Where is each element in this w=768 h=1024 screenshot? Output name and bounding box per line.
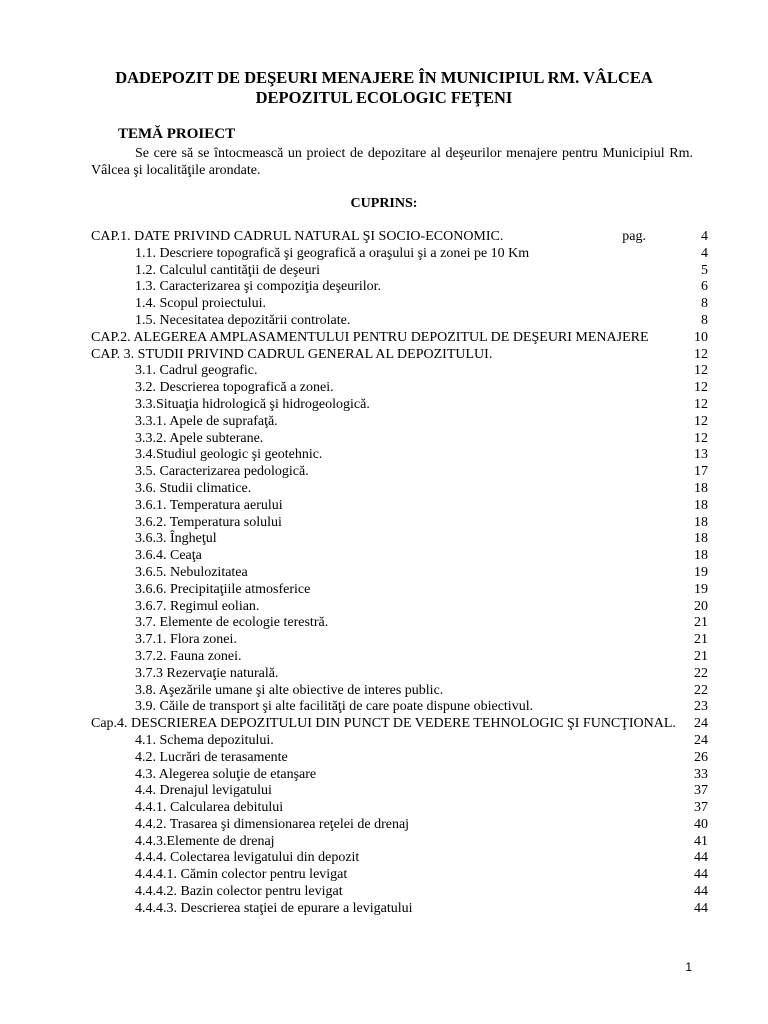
toc-entry-page: 44 <box>694 867 708 883</box>
toc-entry-title: 3.9. Căile de transport şi alte facilităţi de care poate dispune obiectivul. <box>135 699 534 715</box>
toc-entry-title: 4.4.4.2. Bazin colector pentru levigat <box>135 884 343 900</box>
toc-entry-page: 22 <box>694 682 708 698</box>
toc-entry-title: 1.2. Calculul cantităţii de deşeuri <box>135 262 321 278</box>
toc-entry-page: 5 <box>701 262 708 278</box>
toc-entry-page: 22 <box>694 665 708 681</box>
toc-entry-page: 12 <box>694 430 708 446</box>
toc-entry <box>91 666 708 683</box>
toc-entry <box>91 531 708 548</box>
toc-entry-title: 3.4.Studiul geologic şi geotehnic. <box>135 447 323 463</box>
toc-entry <box>91 363 708 380</box>
toc-entry <box>91 750 708 767</box>
toc-entry-title: 3.8. Aşezările umane şi alte obiective de interes public. <box>135 682 444 698</box>
toc-entry-title: 3.7.3 Rezervaţie naturală. <box>135 665 279 681</box>
toc-entry-title: 4.4.1. Calcularea debitului <box>135 800 284 816</box>
title-line-2: DEPOZITUL ECOLOGIC FEŢENI <box>255 88 513 107</box>
toc-entry <box>91 632 708 649</box>
toc-entry-title: 3.3.Situaţia hidrologică şi hidrogeologică. <box>135 396 370 412</box>
toc-entry-page: 18 <box>694 497 708 513</box>
toc-entry <box>91 447 708 464</box>
toc-entry <box>91 313 708 330</box>
toc-entry-title: 4.4.4.3. Descrierea staţiei de epurare a levigatului <box>135 900 413 916</box>
toc-entry-page: 44 <box>694 900 708 916</box>
toc-entry <box>91 414 708 431</box>
toc-entry <box>91 767 708 784</box>
toc-entry-page: 19 <box>694 564 708 580</box>
toc-entry-page: 20 <box>694 598 708 614</box>
toc-entry <box>91 431 708 448</box>
toc-entry <box>91 397 708 414</box>
toc-entry-page: 18 <box>694 548 708 564</box>
toc-entry-page: 21 <box>694 648 708 664</box>
toc-entry-title: 3.6.6. Precipitaţiile atmosferice <box>135 581 311 597</box>
toc-entry-title: 3.3.2. Apele subterane. <box>135 430 264 446</box>
toc-entry-title: 1.3. Caracterizarea şi compoziţia deşeurilor. <box>135 279 382 295</box>
toc-entry-title: 3.7. Elemente de ecologie terestră. <box>135 615 329 631</box>
toc-entry-title: 3.6.2. Temperatura solului <box>135 514 282 530</box>
toc-entry <box>91 548 708 565</box>
toc-entry <box>91 699 708 716</box>
toc-entry-page: 41 <box>694 833 708 849</box>
toc-entry-title: CAP.2. ALEGEREA AMPLASAMENTULUI PENTRU DEPOZITUL DE DEŞEURI MENAJERE <box>91 329 649 345</box>
toc-entry <box>91 817 708 834</box>
toc-entry-title: 3.3.1. Apele de suprafaţă. <box>135 413 278 429</box>
toc-entry-title: Cap.4. DESCRIEREA DEPOZITULUI DIN PUNCT DE VEDERE TEHNOLOGIC ŞI FUNCŢIONAL. <box>91 716 676 732</box>
toc-entry-title: 1.4. Scopul proiectului. <box>135 296 267 312</box>
toc-entry-title: 3.7.1. Flora zonei. <box>135 632 237 648</box>
toc-entry <box>91 733 708 750</box>
toc-entry-page: 12 <box>694 413 708 429</box>
document-title <box>60 68 708 108</box>
toc-entry-title: 3.1. Cadrul geografic. <box>135 363 258 379</box>
toc-entry-title: 4.1. Schema depozitului. <box>135 732 274 748</box>
toc-entry <box>91 380 708 397</box>
toc-entry <box>91 279 708 296</box>
toc-entry-page: 26 <box>694 749 708 765</box>
toc-entry-page: 12 <box>694 346 708 362</box>
toc-entry-title: 3.6.4. Ceaţa <box>135 548 202 564</box>
page-number: 1 <box>685 960 692 974</box>
toc-entry <box>91 783 708 800</box>
toc-entry-page: 33 <box>694 766 708 782</box>
toc-entry <box>91 565 708 582</box>
toc-entry-page: 44 <box>694 884 708 900</box>
toc-entry <box>91 649 708 666</box>
toc-entry-page: 8 <box>701 296 708 312</box>
toc-entry-title: 4.2. Lucrări de terasamente <box>135 749 288 765</box>
toc-entry-title: 3.6.3. Îngheţul <box>135 531 217 547</box>
toc-entry <box>91 716 708 733</box>
toc-entry-title: 3.2. Descrierea topografică a zonei. <box>135 380 334 396</box>
toc-entry-page: 18 <box>694 514 708 530</box>
toc-entry-title: 3.6.5. Nebulozitatea <box>135 564 248 580</box>
toc-entry-page: 18 <box>694 531 708 547</box>
toc-entry-page: 12 <box>694 363 708 379</box>
toc-entry-page: 4 <box>701 229 708 244</box>
toc-entry <box>91 481 708 498</box>
toc-entry-page: 23 <box>694 699 708 715</box>
toc-entry <box>91 800 708 817</box>
toc-entry <box>91 263 708 280</box>
toc-entry-title: 1.1. Descriere topografică şi geografică a oraşului şi a zonei pe 10 Km <box>135 245 530 261</box>
toc-entry <box>91 229 708 246</box>
toc-entry-page: 21 <box>694 615 708 631</box>
toc-entry-title: CAP. 3. STUDII PRIVIND CADRUL GENERAL AL DEPOZITULUI. <box>91 346 493 362</box>
toc-entry-page: 37 <box>694 783 708 799</box>
toc-entry <box>91 867 708 884</box>
toc-entry <box>91 599 708 616</box>
toc-entry-page: 12 <box>694 396 708 412</box>
toc-entry-page: 4 <box>701 245 708 261</box>
toc-entry <box>91 850 708 867</box>
title-line-1: DADEPOZIT DE DEŞEURI MENAJERE ÎN MUNICIPIUL RM. VÂLCEA <box>115 68 653 87</box>
toc-entry <box>91 246 708 263</box>
toc-entry-page: 44 <box>694 850 708 866</box>
toc-entry-page: 10 <box>694 329 708 345</box>
tema-paragraph: Se cere să se întocmească un proiect de depozitare al deşeurilor menajere pentru Municipiul Rm. Vâlcea şi localităţile arondate. <box>91 146 693 178</box>
toc-entry <box>91 884 708 901</box>
toc-entry <box>91 296 708 313</box>
toc-entry-page: 24 <box>694 732 708 748</box>
toc-entry <box>91 834 708 851</box>
toc-entry-title: 3.6.7. Regimul eolian. <box>135 598 260 614</box>
toc-entry-title: CAP.1. DATE PRIVIND CADRUL NATURAL ŞI SOCIO-ECONOMIC. <box>91 229 504 244</box>
toc-entry-title: 4.4.3.Elemente de drenaj <box>135 833 275 849</box>
toc-entry-page: 24 <box>694 716 708 732</box>
table-of-contents <box>91 229 708 918</box>
toc-entry-title: 3.7.2. Fauna zonei. <box>135 648 242 664</box>
toc-entry-title: 3.6. Studii climatice. <box>135 480 252 496</box>
toc-entry-page: 8 <box>701 312 708 328</box>
toc-entry-title: 1.5. Necesitatea depozitării controlate. <box>135 312 351 328</box>
toc-entry-title: 4.4.4.1. Cămin colector pentru levigat <box>135 867 348 883</box>
toc-entry-page: 12 <box>694 380 708 396</box>
toc-entry-page: 13 <box>694 447 708 463</box>
page-label: pag. <box>622 229 646 244</box>
toc-entry-page: 40 <box>694 816 708 832</box>
toc-entry <box>91 683 708 700</box>
toc-entry-page: 19 <box>694 581 708 597</box>
toc-entry-page: 17 <box>694 464 708 480</box>
toc-entry-title: 4.4.4. Colectarea levigatului din depozit <box>135 850 360 866</box>
toc-entry <box>91 901 708 918</box>
toc-entry-page: 21 <box>694 632 708 648</box>
tema-heading: TEMĂ PROIECT <box>118 126 236 142</box>
toc-entry <box>91 347 708 364</box>
toc-entry <box>91 464 708 481</box>
toc-entry <box>91 330 708 347</box>
toc-entry-title: 4.3. Alegerea soluţie de etanşare <box>135 766 317 782</box>
toc-entry-page: 18 <box>694 480 708 496</box>
toc-entry-page: 37 <box>694 800 708 816</box>
toc-entry-title: 4.4.2. Trasarea şi dimensionarea reţelei de drenaj <box>135 816 410 832</box>
toc-entry-title: 4.4. Drenajul levigatului <box>135 783 272 799</box>
cuprins-heading: CUPRINS: <box>350 196 418 211</box>
toc-entry-title: 3.6.1. Temperatura aerului <box>135 497 283 513</box>
toc-entry <box>91 515 708 532</box>
toc-entry-page: 6 <box>701 279 708 295</box>
toc-entry-title: 3.5. Caracterizarea pedologică. <box>135 464 309 480</box>
toc-entry <box>91 498 708 515</box>
toc-entry <box>91 615 708 632</box>
toc-entry <box>91 582 708 599</box>
